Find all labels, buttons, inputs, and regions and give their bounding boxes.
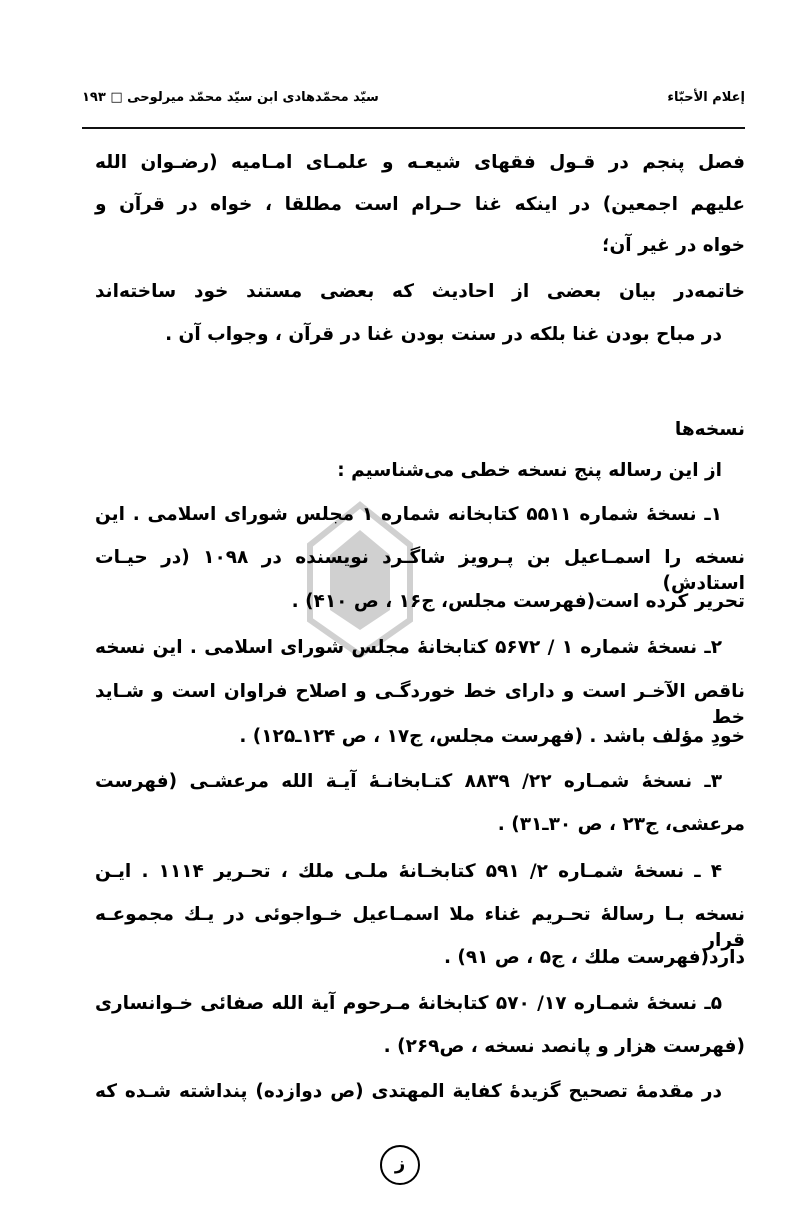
text-line: خاتمه‌در بیان بعضی از احادیث که بعضی مستند خود ساخته‌اند (95, 281, 745, 302)
text-line: ۳ـ نسخهٔ شمـاره ۲۲/ ۸۸۳۹ کتـابخانـهٔ آیـة الله مرعشـی (فهرست (95, 771, 723, 792)
text-line: فصل پنجم در قـول فقهای شیعـه و علمـای امـامیه (رضـوان الله (95, 152, 745, 173)
text-line: نسخه بـا رسالهٔ تحـریم غناء ملا اسمـاعیل خـواجوئی در یـك مجموعـه قرار (95, 904, 745, 951)
text-line: (فهرست هزار و پانصد نسخه ، ص۲۶۹) . (383, 1036, 745, 1057)
text-line: ناقص الآخـر است و دارای خط خوردگـی و اصلاح فراوان است و شـاید خط (95, 681, 745, 728)
text-line: ۲ـ نسخهٔ شماره ۱ / ۵۶۷۲ کتابخانهٔ مجلس شورای اسلامی . این نسخه (95, 637, 722, 658)
text-line: ۱ـ نسخهٔ شماره ۵۵۱۱ کتابخانه شماره ۱ مجلس شورای اسلامی . این (95, 504, 722, 525)
section-heading: نسخه‌ها (674, 419, 745, 440)
text-line: علیهم اجمعین) در اینکه غنا حـرام است مطلقا ، خواه در قرآن و (95, 194, 745, 215)
text-line: خودِ مؤلف باشد . (فهرست مجلس، ج۱۷ ، ص ۱۲۴ـ۱۲۵) . (239, 726, 745, 747)
text-line: خواه در غیر آن؛ (602, 235, 745, 256)
text-line: دارد(فهرست ملك ، ج۵ ، ص ۹۱) . (443, 947, 745, 968)
header-rule (82, 127, 745, 129)
text-line: در مقدمهٔ تصحیح گزیدهٔ کفایة المهتدی (ص دوازده) پنداشته شـده که (95, 1081, 722, 1102)
text-line: ۵ـ نسخهٔ شمـاره ۱۷/ ۵۷۰ کتابخانهٔ مـرحوم آیة الله صفائی خـوانساری (95, 993, 722, 1014)
running-head: سیّد محمّدهادی ابن سیّد محمّد میرلوحی □ ۱۹۳ (82, 90, 379, 105)
text-line: از این رساله پنج نسخه خطی می‌شناسیم : (337, 460, 722, 481)
text-line: ۴ ـ نسخهٔ شمـاره ۲/ ۵۹۱ کتابخـانهٔ ملـی ملك ، تحـریر ۱۱۱۴ . ایـن (95, 861, 722, 882)
page-number: ز (380, 1145, 420, 1185)
text-line: تحریر کرده است(فهرست مجلس، ج۱۶ ، ص ۴۱۰) . (291, 591, 745, 612)
text-line: مرعشی، ج۲۳ ، ص ۳۰ـ۳۱) . (497, 814, 745, 835)
book-title: إعلام الأحبّاء (667, 90, 745, 105)
text-line: در مباح بودن غنا بلکه در سنت بودن غنا در قرآن ، وجواب آن . (165, 324, 722, 345)
text-line: نسخه را اسمـاعیل بن پـرویز شاگـرد نویسنده در ۱۰۹۸ (در حیـات استادش) (95, 547, 746, 594)
